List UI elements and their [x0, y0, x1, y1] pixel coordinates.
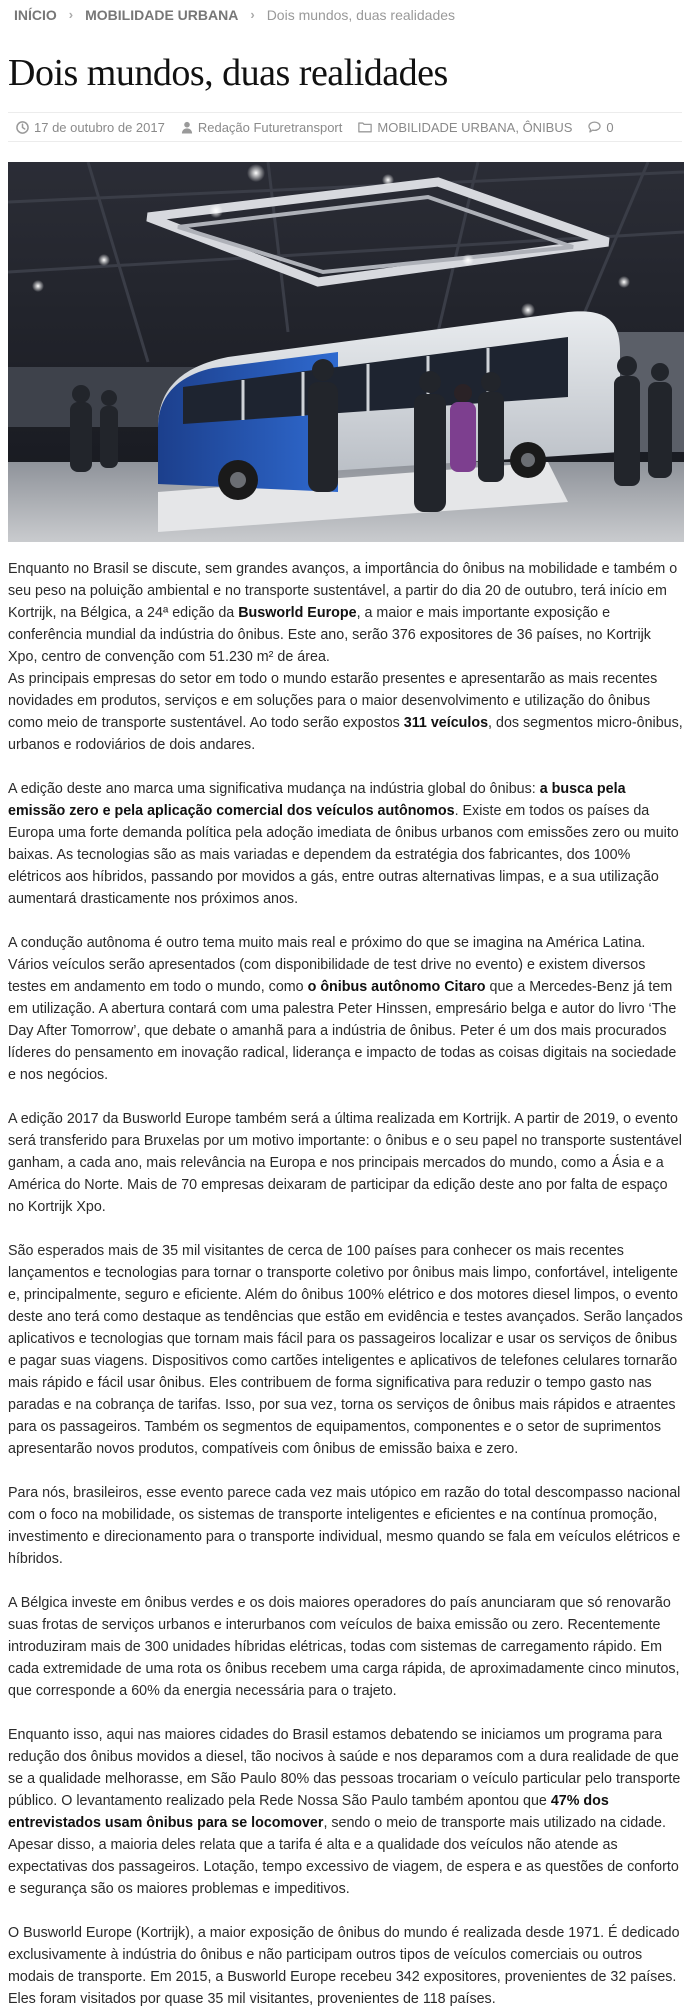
emphasis-text: a busca pela emissão zero e pela aplicação comercial dos veículos autônomos: [8, 781, 626, 819]
emphasis-text: 311 veículos: [403, 715, 489, 731]
paragraph-text: As principais empresas do setor em todo o mundo estarão presentes e apresentarão as mais recentes novidades em produtos, serviços e em soluções para o maior desenvolvimento e utilização do ônibus como meio de transporte sustentável. Ao todo serão expostos: [8, 671, 658, 731]
article-paragraph: [8, 1922, 684, 2010]
article-date-text: 17 de outubro de 2017: [34, 119, 165, 135]
breadcrumb-category-link[interactable]: MOBILIDADE URBANA: [85, 7, 239, 23]
paragraph-text: , a maior e mais importante exposição e conferência mundial da indústria do ônibus. Este ano, serão 376 expositores de 36 países, no Kortrijk Xpo, centro de convenção com 51.230 m² de área.: [8, 605, 651, 665]
breadcrumb-home-link[interactable]: INÍCIO: [14, 7, 57, 23]
article-comments[interactable]: [588, 120, 613, 135]
breadcrumb-current: Dois mundos, duas realidades: [266, 7, 456, 23]
emphasis-text: 47% dos entrevistados usam ônibus para se locomover: [8, 1793, 609, 1831]
paragraph-text: São esperados mais de 35 mil visitantes de cerca de 100 países para conhecer os mais recentes lançamentos e tecnologias para tornar o transporte coletivo por ônibus mais limpo, confortável, inteligente e, principalmente, seguro e eficiente. Além do ônibus 100% elétrico e dos motores diesel limpos, o evento deste ano terá como destaque as tendências que estão em evidência e testes avançados. Serão lançados aplicativos e tecnologias que tornam mais fácil para os passageiros localizar e usar os serviços de ônibus e pagar suas viagens. Dispositivos como cartões inteligentes e aplicativos de telefones celulares tornarão mais rápido e fácil usar ônibus. Eles contribuem de forma significativa para reduzir o tempo gasto nas paradas e na cobrança de tarifas. Isso, por sua vez, torna os serviços de ônibus mais rápidos e atraentes para os passageiros. Também os segmentos de equipamentos, componentes e o setor de suprimentos apresentarão novos produtos, compatíveis com ônibus de emissão baixa e zero.: [8, 1243, 683, 1457]
article-categories-links[interactable]: MOBILIDADE URBANA, ÔNIBUS: [377, 119, 573, 135]
article-meta: [8, 112, 682, 142]
article-categories: [358, 120, 572, 135]
article-paragraph: [8, 932, 684, 1086]
folder-icon: [358, 121, 372, 133]
paragraph-text: O Busworld Europe (Kortrijk), a maior exposição de ônibus do mundo é realizada desde 1971. É dedicado exclusivamente à indústria do ônibus e não participam outros tipos de veículos comerciais ou outros modais de transporte. Em 2015, a Busworld Europe recebeu 342 expositores, provenientes de 32 países. Eles foram visitados por quase 35 mil visitantes, provenientes de 118 países.: [8, 1925, 680, 2007]
paragraph-text: que a Mercedes-Benz já tem em utilização. A abertura contará com uma palestra Peter Hinssen, empresário belga e autor do livro ‘The Day After Tomorrow’, que debate o amanhã para a indústria de ônibus. Peter é um dos mais procurados líderes do pensamento em inovação radical, liderança e impacto de todas as coisas digitais na sociedade e nos negócios.: [8, 979, 677, 1083]
article-author-link[interactable]: Redação Futuretransport: [197, 119, 343, 135]
article-paragraph: [8, 1482, 684, 1570]
article-hero-image: [8, 162, 684, 542]
paragraph-text: Para nós, brasileiros, esse evento parece cada vez mais utópico em razão do total descompasso nacional com o foco na mobilidade, os sistemas de transporte inteligentes e eficientes e na contínua promoção, investimento e direcionamento para o transporte individual, mesmo quando se fala em veículos elétricos e híbridos.: [8, 1485, 681, 1567]
paragraph-text: , dos segmentos micro-ônibus, urbanos e rodoviários de dois andares.: [8, 715, 683, 753]
emphasis-text: o ônibus autônomo Citaro: [307, 979, 486, 995]
paragraph-text: A edição 2017 da Busworld Europe também será a última realizada em Kortrijk. A partir de 2019, o evento será transferido para Bruxelas por um motivo importante: o ônibus e o seu papel no transporte sustentável ganham, a cada ano, mais relevância na Europa e nos principais mercados do mundo, como a Ásia e a América do Norte. Mais de 70 empresas deixaram de participar da edição deste ano por falta de espaço no Kortrijk Xpo.: [8, 1111, 682, 1215]
article-paragraph: [8, 778, 684, 910]
article-paragraph: [8, 1592, 684, 1702]
article-paragraph: [8, 1724, 684, 1900]
article-paragraph: [8, 1240, 684, 1460]
article-author[interactable]: [181, 120, 343, 135]
clock-icon: [16, 121, 29, 134]
article-date: [16, 120, 165, 135]
paragraph-text: Enquanto isso, aqui nas maiores cidades do Brasil estamos debatendo se iniciamos um programa para redução dos ônibus movidos a diesel, tão nocivos à saúde e nos deparamos com a dura realidade de que se a qualidade melhorasse, em São Paulo 80% das pessoas trocariam o veículo particular pelo transporte público. O levantamento realizado pela Rede Nossa São Paulo também apontou que: [8, 1727, 681, 1809]
breadcrumb-separator-icon: ›: [68, 7, 74, 22]
paragraph-text: , sendo o meio de transporte mais utilizado na cidade. Apesar disso, a maioria deles relata que a tarifa é alta e a qualidade dos veículos não atende as expectativas dos passageiros. Lotação, tempo excessivo de viagem, de espera e as questões de conforto e segurança são os maiores problemas e impeditivos.: [8, 1815, 679, 1897]
article-paragraph: [8, 1108, 684, 1218]
paragraph-text: A edição deste ano marca uma significativa mudança na indústria global do ônibus:: [8, 781, 540, 797]
paragraph-text: . Existe em todos os países da Europa uma forte demanda política pela adoção imediata de ônibus urbanos com emissões zero ou muito baixas. As tecnologias são as mais variadas e dependem da estratégia dos fabricantes, dos 100% elétricos aos híbridos, passando por movidos a gás, entre outras alternativas limpas, e a sua utilização aumentará drasticamente nos próximos anos.: [8, 803, 679, 907]
page-title: Dois mundos, duas realidades: [8, 52, 448, 94]
bus-exhibition-photo: [8, 162, 684, 542]
emphasis-text: Busworld Europe: [238, 605, 357, 621]
comments-count-link[interactable]: 0: [606, 119, 614, 135]
article-paragraph: [8, 558, 684, 668]
article-paragraph: [8, 668, 684, 756]
paragraph-text: A Bélgica investe em ônibus verdes e os dois maiores operadores do país anunciaram que só renovarão suas frotas de serviços urbanos e interurbanos com veículos de baixa emissão ou zero. Recentemente introduziram mais de 300 unidades híbridas elétricas, todas com sistemas de carregamento rápido. Em cada extremidade de uma rota os ônibus recebem uma carga rápida, de aproximadamente cinco minutos, que corresponde a 60% da energia necessária para o trajeto.: [8, 1595, 680, 1699]
user-icon: [181, 121, 193, 134]
article-body: [8, 558, 684, 2010]
breadcrumb-separator-icon: ›: [250, 7, 255, 22]
comment-icon: [588, 121, 601, 133]
paragraph-text: A condução autônoma é outro tema muito mais real e próximo do que se imagina na América Latina. Vários veículos serão apresentados (com disponibilidade de test drive no evento) e existem diversos testes em andamento em todo o mundo, como: [8, 935, 646, 995]
paragraph-text: Enquanto no Brasil se discute, sem grandes avanços, a importância do ônibus na mobilidade e também o seu peso na poluição ambiental e no transporte sustentável, a partir do dia 20 de outubro, terá início em Kortrijk, na Bélgica, a 24ª edição da: [8, 561, 678, 621]
breadcrumb: [14, 3, 680, 27]
